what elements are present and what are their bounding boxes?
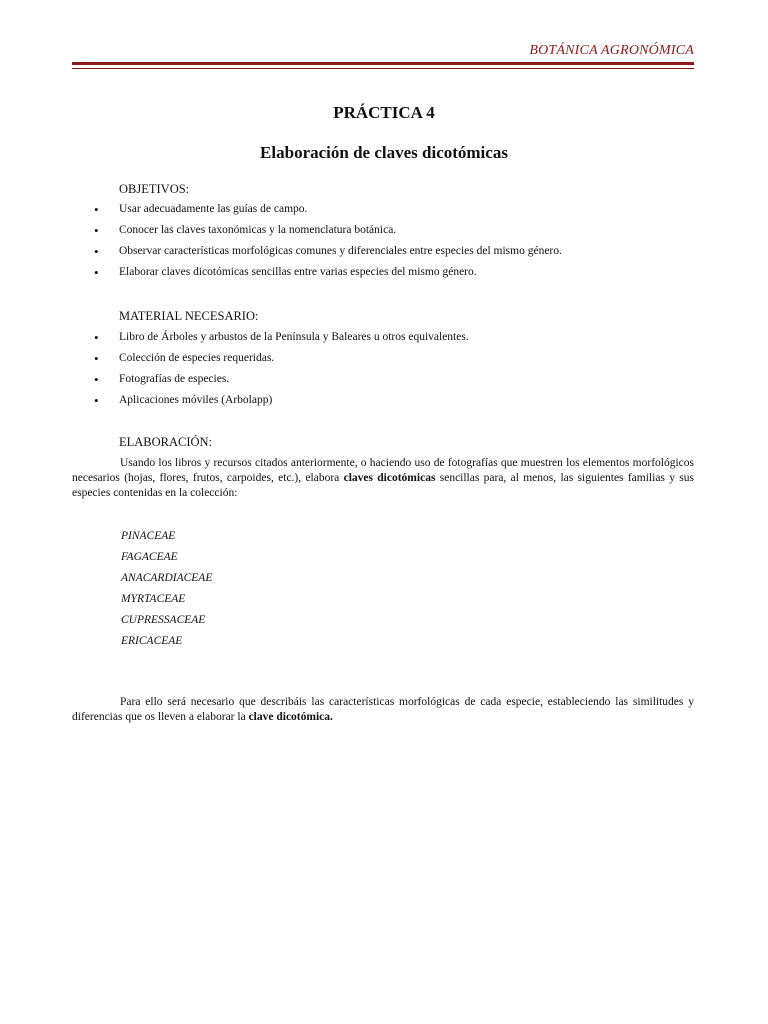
header-rule — [72, 62, 694, 69]
objectives-list — [94, 199, 562, 283]
families-list — [121, 528, 212, 654]
paragraph-text: Usando los libros y recursos citados anteriormente, o haciendo uso de fotografías que muestren los elementos morfológicos necesarios (hojas, flores, frutos, carpoides, etc.), elabora — [72, 457, 694, 484]
objective-item: • Usar adecuadamente las guías de campo. — [94, 199, 562, 220]
closing-paragraph — [72, 695, 694, 725]
practice-title: PRÁCTICA 4 — [333, 103, 435, 122]
family-item: CUPRESSACEAE — [121, 614, 206, 626]
objective-item: • Elaborar claves dicotómicas sencillas entre varias especies del mismo género. — [94, 262, 562, 283]
paragraph-text: Para ello será necesario que describáis las características morfológicas de cada especie, estableciendo las similitudes y diferencias que os lleven a elaborar la — [72, 696, 694, 723]
practice-subtitle: Elaboración de claves dicotómicas — [260, 143, 508, 162]
objective-item: • Observar características morfológicas comunes y diferenciales entre especies del mismo género. — [94, 241, 562, 262]
material-item: • Fotografías de especies. — [94, 369, 469, 390]
paragraph-bold-text: claves dicotómicas — [343, 472, 436, 484]
elaboration-paragraph — [72, 456, 694, 501]
material-item: • Colección de especies requeridas. — [94, 348, 469, 369]
material-item: • Aplicaciones móviles (Arbolapp) — [94, 390, 469, 411]
materials-heading: MATERIAL NECESARIO: — [119, 309, 259, 323]
objective-item: • Conocer las claves taxonómicas y la nomenclatura botánica. — [94, 220, 562, 241]
elaboration-heading: ELABORACIÓN: — [119, 435, 213, 449]
paragraph-bold-text: clave dicotómica. — [248, 711, 333, 723]
family-item: ERICACEAE — [121, 635, 183, 647]
materials-list — [94, 327, 469, 411]
family-item: MYRTACEAE — [121, 593, 186, 605]
family-item: PINACEAE — [121, 530, 176, 542]
family-item: ANACARDIACEAE — [121, 572, 213, 584]
header-title: BOTÁNICA AGRONÓMICA — [529, 43, 694, 58]
objectives-heading: OBJETIVOS: — [119, 182, 190, 196]
material-item: • Libro de Árboles y arbustos de la Península y Baleares u otros equivalentes. — [94, 327, 469, 348]
paragraph-text: sencillas para, al menos, las siguientes familias y sus especies contenidas en la colección: — [72, 472, 694, 499]
family-item: FAGACEAE — [121, 551, 178, 563]
